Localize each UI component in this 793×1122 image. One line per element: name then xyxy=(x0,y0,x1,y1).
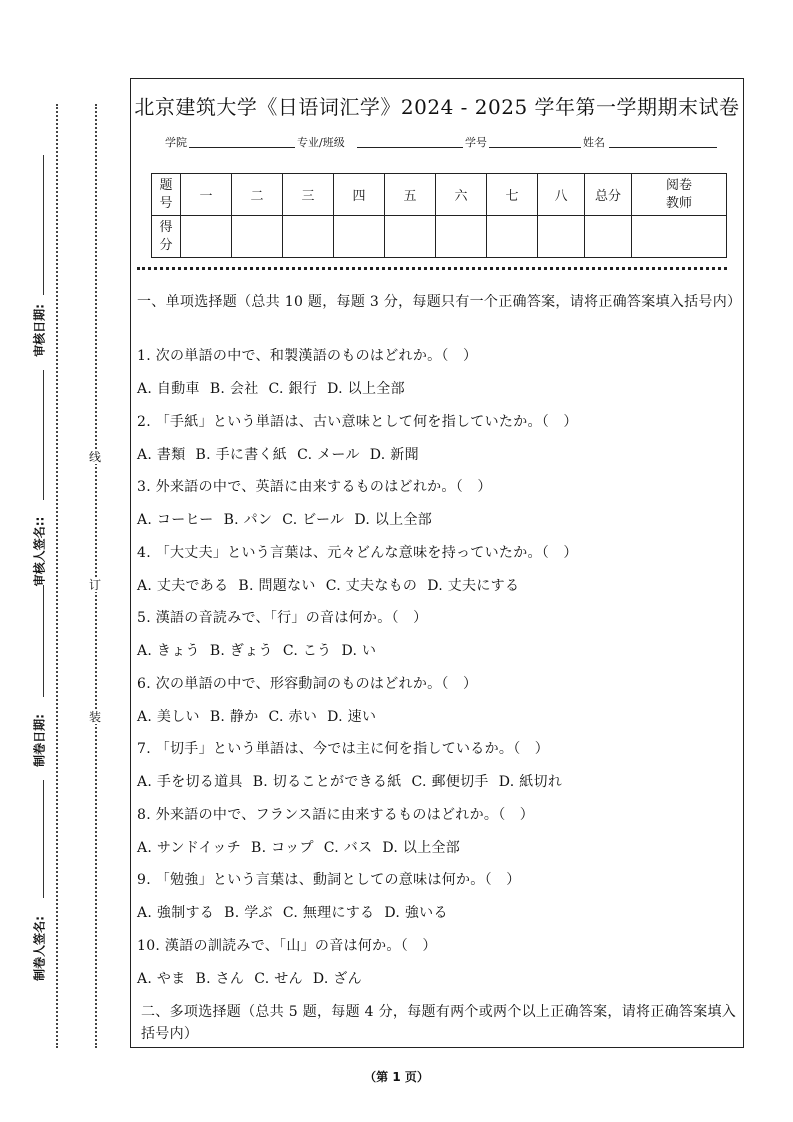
answer-options xyxy=(137,902,458,922)
answer-option[interactable]: B. 静か xyxy=(209,708,259,725)
answer-option[interactable]: C. 無理にする xyxy=(282,905,375,921)
answer-option[interactable]: B. 会社 xyxy=(209,381,259,397)
answer-option[interactable]: C. こう xyxy=(282,643,332,659)
score-col-3: 三 xyxy=(283,174,334,216)
grader-bottom: 教师 xyxy=(665,195,692,211)
answer-options xyxy=(137,771,572,791)
reviewer-date-label: 审核日期: xyxy=(32,304,47,357)
score-cell[interactable] xyxy=(538,216,585,258)
question-text: 2. 「手紙」という単語は、古い意味として何を指していたか。（ ） xyxy=(137,413,578,430)
answer-options xyxy=(137,444,429,464)
score-table-header-top: 题 xyxy=(159,177,173,193)
answer-option[interactable]: A. 自動車 xyxy=(137,381,200,397)
answer-option[interactable]: D. ざん xyxy=(312,970,362,987)
score-cell-total[interactable] xyxy=(585,216,632,258)
reviewer-date-line xyxy=(43,155,44,295)
score-col-5: 五 xyxy=(385,174,436,216)
score-cell[interactable] xyxy=(232,216,283,258)
question-text: 6. 次の単語の中で、形容動詞のものはどれか。（ ） xyxy=(137,675,478,692)
field-name-input[interactable] xyxy=(609,147,717,148)
binding-char-fold: 装 xyxy=(88,710,101,724)
question-text: 5. 漢語の音読みで、「行」の音は何か。（ ） xyxy=(137,610,428,626)
answer-option[interactable]: D. 強いる xyxy=(384,905,448,921)
answer-option[interactable]: B. 手に書く紙 xyxy=(195,446,288,463)
answer-option[interactable]: D. 紙切れ xyxy=(498,774,563,790)
answer-options xyxy=(137,575,529,595)
binding-char-staple: 订 xyxy=(88,578,101,592)
maker-date-label: 制卷日期: xyxy=(32,714,47,767)
field-name-label: 姓名 xyxy=(583,136,605,149)
binding-char-line: 线 xyxy=(88,450,101,464)
answer-option[interactable]: D. 以上全部 xyxy=(354,512,433,528)
answer-option[interactable]: A. 手を切る道具 xyxy=(137,774,243,790)
score-col-4: 四 xyxy=(334,174,385,216)
question-text: 3. 外来語の中で、英語に由来するものはどれか。（ ） xyxy=(137,479,492,495)
field-id-label: 学号 xyxy=(465,136,487,149)
answer-options xyxy=(137,706,386,726)
answer-option[interactable]: B. 学ぶ xyxy=(224,905,273,921)
answer-option[interactable]: D. 新聞 xyxy=(369,446,419,463)
answer-option[interactable]: B. さん xyxy=(195,970,245,987)
answer-option[interactable]: D. 以上全部 xyxy=(382,839,461,856)
maker-signature-line xyxy=(43,780,44,898)
score-row2-top: 得 xyxy=(159,219,173,235)
question-text: 9. 「勉強」という言葉は、動詞としての意味は何か。（ ） xyxy=(137,872,521,888)
question-text: 4. 「大丈夫」という言葉は、元々どんな意味を持っていたか。（ ） xyxy=(137,544,578,561)
answer-option[interactable]: A. 書類 xyxy=(137,446,186,463)
field-major-input[interactable] xyxy=(357,147,463,148)
answer-option[interactable]: C. せん xyxy=(254,970,303,987)
answer-option[interactable]: C. 丈夫なもの xyxy=(325,577,418,594)
score-col-2: 二 xyxy=(232,174,283,216)
field-college-input[interactable] xyxy=(189,147,295,148)
score-col-1: 一 xyxy=(181,174,232,216)
score-cell[interactable] xyxy=(385,216,436,258)
answer-option[interactable]: B. コップ xyxy=(251,839,314,856)
answer-option[interactable]: A. 美しい xyxy=(137,708,200,725)
score-cell-grader[interactable] xyxy=(632,216,727,258)
field-id-input[interactable] xyxy=(489,147,581,148)
answer-option[interactable]: B. 切ることができる紙 xyxy=(252,774,402,790)
score-row2-bottom: 分 xyxy=(159,237,173,253)
answer-option[interactable]: D. 以上全部 xyxy=(327,381,405,397)
question-text: 8. 外来語の中で、フランス語に由来するものはどれか。（ ） xyxy=(137,806,535,823)
score-table-row2-header xyxy=(152,216,181,258)
section1-heading: 一、单项选择题（总共 10 题，每题 3 分，每题只有一个正确答案，请将正确答案填入括号内） xyxy=(137,294,742,310)
answer-option[interactable]: C. ビール xyxy=(282,512,345,528)
grader-top: 阅卷 xyxy=(665,177,692,193)
answer-option[interactable]: C. 郵便切手 xyxy=(411,774,489,790)
score-col-8: 八 xyxy=(538,174,585,216)
score-cell[interactable] xyxy=(283,216,334,258)
answer-option[interactable]: C. バス xyxy=(323,839,373,856)
score-cell[interactable] xyxy=(181,216,232,258)
answer-option[interactable]: A. 丈夫である xyxy=(137,577,229,594)
answer-option[interactable]: C. メール xyxy=(297,446,360,463)
score-cell[interactable] xyxy=(334,216,385,258)
page-number: （第 1 页） xyxy=(364,1070,429,1084)
answer-option[interactable]: D. い xyxy=(341,643,377,659)
section-divider xyxy=(137,267,727,270)
exam-title: 北京建筑大学《日语词汇学》2024 - 2025 学年第一学期期末试卷 xyxy=(134,95,740,119)
binding-dotted-line-outer xyxy=(56,104,58,1048)
question-text: 1. 次の単語の中で、和製漢語のものはどれか。（ ） xyxy=(137,348,478,364)
field-major-label: 专业/班级 xyxy=(297,136,345,149)
answer-options xyxy=(137,968,372,988)
answer-options xyxy=(137,640,386,660)
answer-option[interactable]: D. 速い xyxy=(327,708,377,725)
maker-date-line xyxy=(43,585,44,697)
score-col-6: 六 xyxy=(436,174,487,216)
answer-options xyxy=(137,378,415,398)
question-text: 10. 漢語の訓読みで、「山」の音は何か。（ ） xyxy=(137,937,437,954)
exam-frame xyxy=(130,78,744,1048)
answer-options xyxy=(137,837,470,857)
score-table-header-bottom: 号 xyxy=(159,195,173,211)
score-cell[interactable] xyxy=(436,216,487,258)
section2-heading: 二、多项选择题（总共 5 题，每题 4 分，每题有两个或两个以上正确答案，请将正确答案填入括号内） xyxy=(141,1004,737,1042)
reviewer-signature-label: 审核人签名:: xyxy=(32,516,47,587)
answer-option[interactable]: C. 銀行 xyxy=(268,381,318,397)
answer-option[interactable]: A. コーヒー xyxy=(137,512,214,528)
binding-dotted-line-inner xyxy=(95,104,97,1048)
score-table xyxy=(151,173,727,258)
answer-option[interactable]: B. 問題ない xyxy=(238,577,316,594)
answer-option[interactable]: A. きょう xyxy=(137,643,200,659)
answer-option[interactable]: D. 丈夫にする xyxy=(427,577,520,594)
answer-option[interactable]: A. 強制する xyxy=(137,905,215,921)
maker-signature-label: 制卷人签名: xyxy=(32,916,47,981)
question-text: 7. 「切手」という単語は、今では主に何を指しているか。（ ） xyxy=(137,741,550,757)
reviewer-signature-line xyxy=(43,370,44,500)
answer-option[interactable]: B. ぎょう xyxy=(209,643,273,659)
field-college-label: 学院 xyxy=(165,136,187,149)
score-table-header-cell xyxy=(152,174,181,216)
answer-options xyxy=(137,509,442,529)
answer-option[interactable]: A. サンドイッチ xyxy=(137,839,242,856)
score-cell[interactable] xyxy=(487,216,538,258)
answer-option[interactable]: C. 赤い xyxy=(268,708,318,725)
score-col-7: 七 xyxy=(487,174,538,216)
score-col-grader xyxy=(632,174,727,216)
score-col-total: 总分 xyxy=(585,174,632,216)
answer-option[interactable]: A. やま xyxy=(137,970,186,987)
answer-option[interactable]: B. パン xyxy=(223,512,273,528)
